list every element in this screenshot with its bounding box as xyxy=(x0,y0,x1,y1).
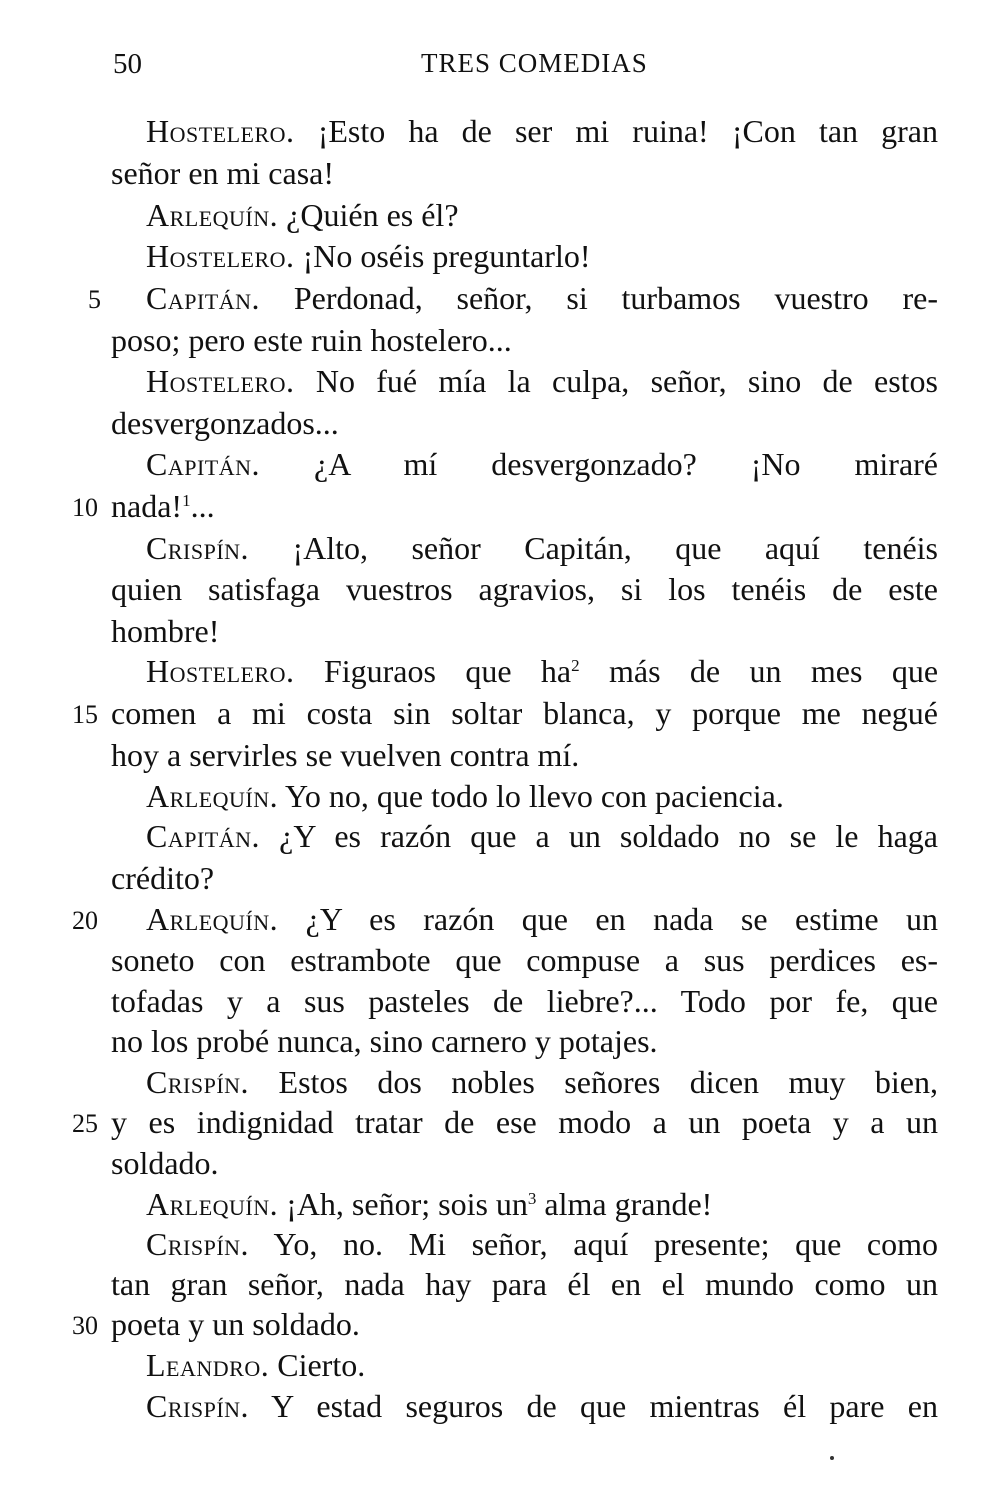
dialogue-text: Yo, no. Mi señor, aquí presente; que como xyxy=(273,1226,938,1262)
dialogue-text: hombre! xyxy=(111,613,220,649)
line-text xyxy=(111,857,214,899)
dialogue-text: tan gran señor, nada hay para él en el mundo como un xyxy=(111,1266,938,1302)
line-text xyxy=(111,610,219,652)
line-number: 20 xyxy=(72,906,98,935)
dialogue-text: señor en mi casa! xyxy=(111,155,335,191)
dialogue-text: soldado. xyxy=(111,1145,219,1181)
dialogue-text: ¿Y es razón que a un soldado no se le haga xyxy=(279,818,938,854)
speaker-name: Hostelero. xyxy=(146,113,295,149)
line-text xyxy=(146,1183,712,1225)
dialogue-text: Cierto. xyxy=(277,1347,366,1383)
dialogue-text-cont: alma grande! xyxy=(536,1186,713,1222)
line-text xyxy=(146,1223,938,1265)
line-text xyxy=(146,898,938,940)
line-text xyxy=(146,1344,365,1386)
speaker-name: Arlequín. xyxy=(146,197,279,233)
dialogue-text: Y estad seguros de que mientras él pare en xyxy=(271,1388,938,1424)
dialogue-text: no los probé nunca, sino carnero y potajes. xyxy=(111,1023,658,1059)
line-text xyxy=(111,692,938,734)
line-text xyxy=(146,110,938,152)
dialogue-text: y es indignidad tratar de ese modo a un poeta y a un xyxy=(111,1104,938,1140)
line-text xyxy=(111,939,938,981)
line-text xyxy=(111,980,938,1022)
speaker-name: Hostelero. xyxy=(146,653,295,689)
speaker-name: Capitán. xyxy=(146,280,261,316)
dialogue-text: No fué mía la culpa, señor, sino de estos xyxy=(315,363,938,399)
line-text xyxy=(111,1101,938,1143)
dialogue-text: ¡Ah, señor; sois un xyxy=(286,1186,528,1222)
print-speck xyxy=(830,1456,834,1460)
line-text xyxy=(111,1263,938,1305)
line-text xyxy=(111,568,938,610)
speaker-name: Crispín. xyxy=(146,1226,250,1262)
line-text xyxy=(146,1061,938,1103)
line-text xyxy=(111,1303,360,1345)
line-text xyxy=(146,194,459,236)
dialogue-text: soneto con estrambote que compuse a sus perdices es- xyxy=(111,942,938,978)
line-text xyxy=(111,152,334,194)
dialogue-text: poeta y un soldado. xyxy=(111,1306,360,1342)
line-text xyxy=(111,1142,219,1184)
dialogue-text: hoy a servirles se vuelven contra mí. xyxy=(111,737,580,773)
speaker-name: Arlequín. xyxy=(146,1186,279,1222)
running-title: TRES COMEDIAS xyxy=(421,48,648,78)
dialogue-text-cont: ... xyxy=(190,488,215,524)
dialogue-text: ¡No oséis preguntarlo! xyxy=(302,238,591,274)
line-number: 25 xyxy=(72,1109,98,1138)
dialogue-text-cont: más de un mes que xyxy=(579,653,938,689)
line-number: 10 xyxy=(72,493,98,522)
line-text xyxy=(111,1020,658,1062)
speaker-name: Hostelero. xyxy=(146,363,295,399)
dialogue-text: ¿Quién es él? xyxy=(286,197,459,233)
line-text xyxy=(146,775,784,817)
line-text xyxy=(111,734,579,776)
dialogue-text: Perdonad, señor, si turbamos vuestro re- xyxy=(293,280,938,316)
speaker-name: Capitán. xyxy=(146,818,261,854)
dialogue-text: ¿A mí desvergonzado? ¡No miraré xyxy=(313,446,938,482)
dialogue-text: comen a mi costa sin soltar blanca, y porque me negué xyxy=(111,695,938,731)
line-number: 5 xyxy=(88,285,101,314)
dialogue-text: tofadas y a sus pasteles de liebre?... Todo por fe, que xyxy=(111,983,938,1019)
speaker-name: Crispín. xyxy=(146,1388,250,1424)
dialogue-text: quien satisfaga vuestros agravios, si los tenéis de este xyxy=(111,571,938,607)
footnote-marker: 2 xyxy=(571,656,580,675)
speaker-name: Leandro. xyxy=(146,1347,270,1383)
speaker-name: Arlequín. xyxy=(146,778,279,814)
speaker-name: Arlequín. xyxy=(146,901,279,937)
page-number: 50 xyxy=(113,48,142,80)
dialogue-text: nada! xyxy=(111,488,183,524)
dialogue-text: crédito? xyxy=(111,860,215,896)
line-text xyxy=(146,650,938,692)
line-text xyxy=(146,527,938,569)
line-text xyxy=(111,402,339,444)
line-number: 30 xyxy=(72,1311,98,1340)
dialogue-text: ¡Alto, señor Capitán, que aquí tenéis xyxy=(292,530,938,566)
speaker-name: Crispín. xyxy=(146,1064,250,1100)
line-text xyxy=(146,443,938,485)
speaker-name: Crispín. xyxy=(146,530,250,566)
line-text xyxy=(146,235,590,277)
dialogue-text: ¡Esto ha de ser mi ruina! ¡Con tan gran xyxy=(317,113,938,149)
footnote-marker: 1 xyxy=(182,491,191,510)
line-text xyxy=(146,277,938,319)
line-text xyxy=(146,360,938,402)
line-text xyxy=(146,815,938,857)
speaker-name: Capitán. xyxy=(146,446,261,482)
dialogue-text: Estos dos nobles señores dicen muy bien, xyxy=(278,1064,938,1100)
dialogue-text: desvergonzados... xyxy=(111,405,339,441)
line-text xyxy=(111,319,512,361)
dialogue-text: Yo no, que todo lo llevo con paciencia. xyxy=(284,778,784,814)
speaker-name: Hostelero. xyxy=(146,238,295,274)
line-number: 15 xyxy=(72,700,98,729)
dialogue-text: ¿Y es razón que en nada se estime un xyxy=(305,901,938,937)
dialogue-text: Figuraos que ha xyxy=(323,653,572,689)
line-text xyxy=(111,485,215,527)
line-text xyxy=(146,1385,938,1427)
footnote-marker: 3 xyxy=(527,1189,537,1208)
dialogue-text: poso; pero este ruin hostelero... xyxy=(111,322,512,358)
